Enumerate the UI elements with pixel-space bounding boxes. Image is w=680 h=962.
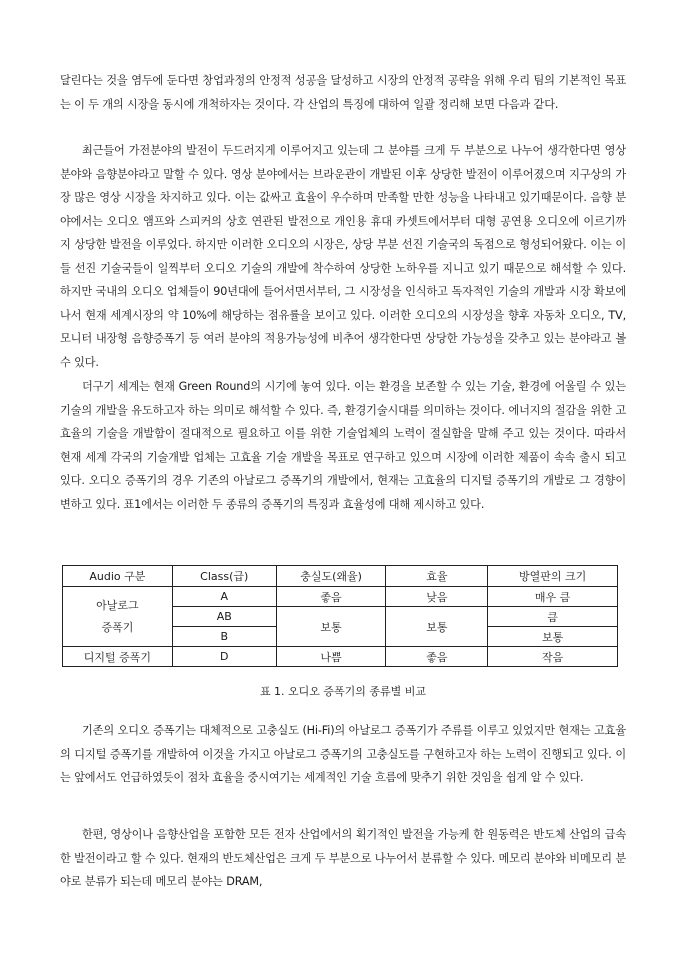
cell-class: B	[172, 627, 276, 647]
cell-efficiency: 좋음	[386, 647, 488, 667]
cell-class: AB	[172, 607, 276, 627]
paragraph-home-appliance: 최근들어 가전분야의 발전이 두드러지게 이루어지고 있는데 그 분야를 크게 두 부분으로 나누어 생각한다면 영상분야와 음향분야라고 말할 수 있다. 영상 분야에서는 브라운관이 개발된 이후 상당한 발전이 이루어졌으며 지구상의 가장 많은 영상 시장을 차지하고 있다. 이는 값싸고 효율이 우수하며 만족할 만한 성능을 나타내고 있기때문이다. 음향 분야에서는 오디오 앰프와 스피커의 상호 연관된 발전으로 개인용 휴대 카셋트에서부터 대형 공연용 오디오에 이르기까지 상당한 발전을 이루었다. 하지만 이러한 오디오의 시장은, 상당 부분 선진 기술국의 독점으로 형성되어왔다. 이는 이들 선진 기술국들이 일찍부터 오디오 기술의 개발에 착수하여 상당한 노하우를 지니고 있기 때문으로 해석할 수 있다. 하지만 국내의 오디오 업체들이 90년대에 들어서면서부터, 그 시장성을 인식하고 독자적인 기술의 개발과 시장 확보에 나서 현재 세계시장의 약 10%에 해당하는 점유률을 보이고 있다. 이러한 오디오의 시장성을 향후 자동차 오디오, TV, 모니터 내장형 음향증폭기 등 여러 분야의 적용가능성에 비추어 생각한다면 상당한 가능성을 갖추고 있는 분야라고 볼 수 있다.	[60, 144, 626, 369]
cell-heatsink: 작음	[488, 647, 618, 667]
cell-fidelity: 좋음	[276, 587, 386, 607]
header-audio-type: Audio 구분	[63, 566, 173, 587]
header-efficiency: 효율	[386, 566, 488, 587]
header-fidelity: 충실도(왜율)	[276, 566, 386, 587]
paragraph-intro-continuation: 달린다는 것을 염두에 둔다면 창업과정의 안정적 성공을 달성하고 시장의 안정적 공략을 위해 우리 팀의 기본적인 목표는 이 두 개의 시장을 동시에 개척하자는 것이다. 각 산업의 특징에 대하여 일괄 정리해 보면 다음과 같다.	[60, 74, 626, 111]
paragraph-green-round: 더구기 세계는 현재 Green Round의 시기에 놓여 있다. 이는 환경을 보존할 수 있는 기술, 환경에 어울릴 수 있는 기술의 개발을 유도하고자 하는 의미로 해석할 수 있다. 즉, 환경기술시대를 의미하는 것이다. 에너지의 절감을 위한 고효율의 기술을 개발함이 절대적으로 필요하고 이를 위한 기술업체의 노력이 절실함을 말해 주고 있는 것이다. 따라서 현재 세계 각국의 기술개발 업체는 고효율 기술 개발을 목표로 연구하고 있으며 시장에 이러한 제품이 속속 출시 되고 있다. 오디오 증폭기의 경우 기존의 아날로그 증폭기의 개발에서, 현재는 고효율의 디지털 증폭기의 개발로 그 경향이 변하고 있다. 표1에서는 이러한 두 종류의 증폭기의 특징과 효율성에 대해 제시하고 있다.	[60, 380, 626, 511]
digital-amplifier-label: 디지털 증폭기	[63, 647, 173, 667]
table-caption: 표 1. 오디오 증폭기의 종류별 비교	[259, 685, 427, 698]
cell-fidelity: 나쁨	[276, 647, 386, 667]
cell-efficiency-shared: 보통	[386, 607, 488, 647]
table-header-row	[63, 566, 618, 587]
cell-fidelity-shared: 보통	[276, 607, 386, 647]
paragraph-existing-amplifiers: 기존의 오디오 증폭기는 대체적으로 고충실도 (Hi-Fi)의 아날로그 증폭기가 주류를 이루고 있었지만 현재는 고효율의 디지털 증폭기를 개발하여 이것을 가지고 아날로그 증폭기의 고충실도를 구현하고자 하는 노력이 진행되고 있다. 이는 앞에서도 언급하였듯이 점차 효율을 중시여기는 세계적인 기술 흐름에 맞추기 위한 것임을 쉽게 알 수 있다.	[60, 724, 626, 784]
table-row	[63, 647, 618, 667]
paragraph-semiconductor: 한편, 영상이나 음향산업을 포함한 모든 전자 산업에서의 획기적인 발전을 가능케 한 원동력은 반도체 산업의 급속한 발전이라고 할 수 있다. 현재의 반도체산업은 크게 두 부분으로 나누어서 분류할 수 있다. 메모리 분야와 비메모리 분야로 분류가 되는데 메모리 분야는 DRAM,	[60, 828, 626, 888]
analog-amplifier-label: 아날로그 증폭기	[63, 587, 173, 647]
cell-heatsink: 보통	[488, 627, 618, 647]
cell-class: A	[172, 587, 276, 607]
cell-efficiency: 낮음	[386, 587, 488, 607]
header-class: Class(급)	[172, 566, 276, 587]
header-heatsink: 방열판의 크기	[488, 566, 618, 587]
table-row	[63, 587, 618, 607]
cell-class: D	[172, 647, 276, 667]
cell-heatsink: 매우 큼	[488, 587, 618, 607]
amplifier-comparison-table	[62, 565, 618, 667]
cell-heatsink: 큼	[488, 607, 618, 627]
